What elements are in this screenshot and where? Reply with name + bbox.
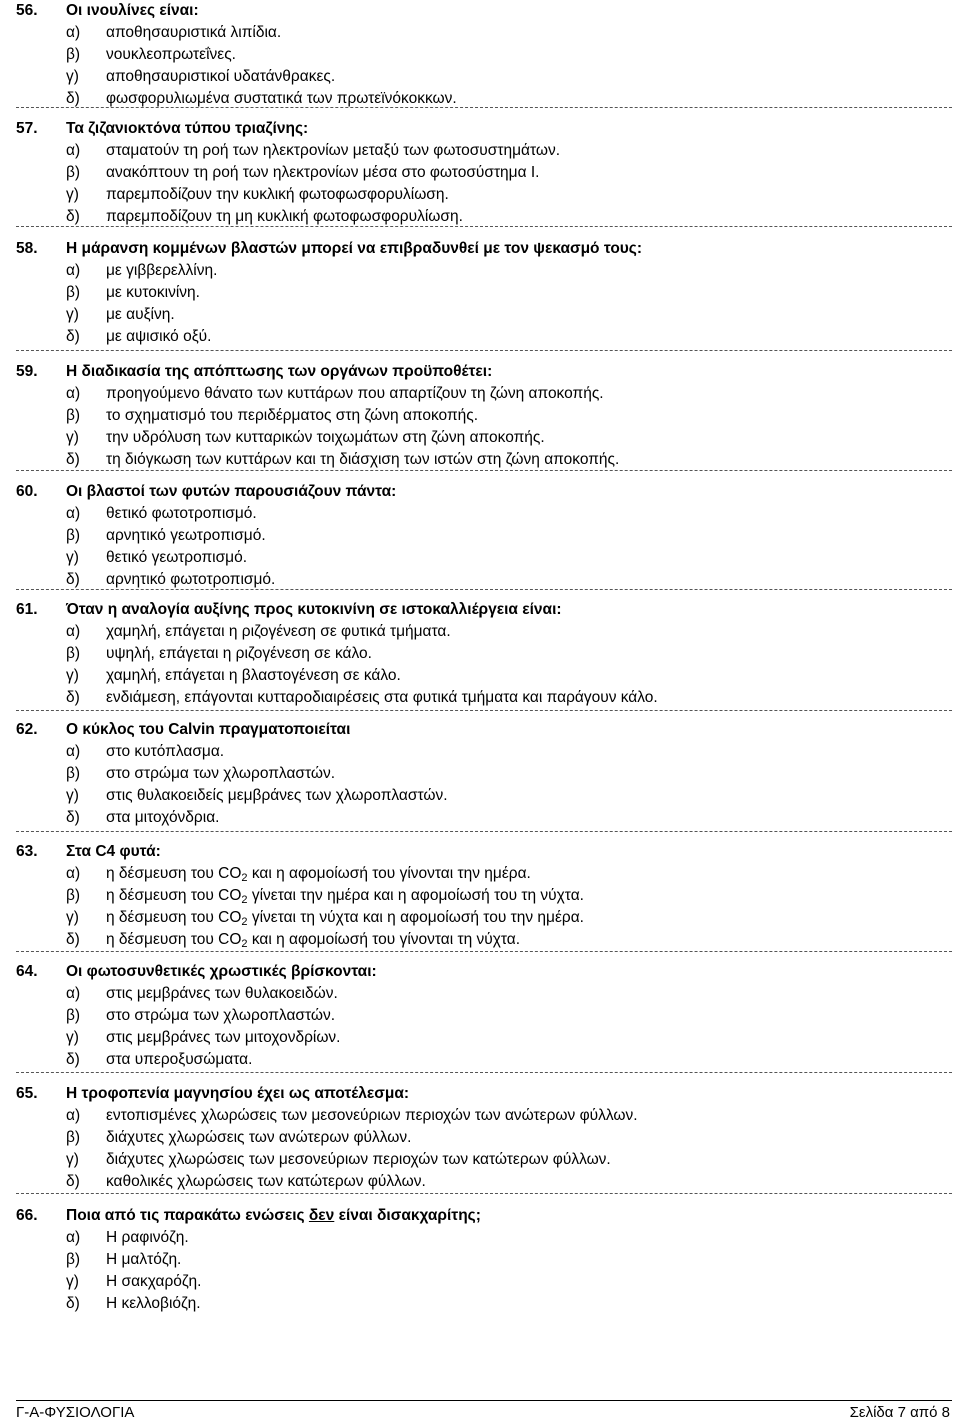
question-61 — [16, 599, 952, 709]
option-text: Η κελλοβιόζη. — [106, 1295, 201, 1312]
dashed-separator — [16, 951, 952, 952]
question-62 — [16, 719, 952, 829]
option-label: δ) — [66, 90, 80, 107]
dashed-separator — [16, 710, 952, 711]
option-text: η δέσμευση του $CO_2$ και η αφομοίωσή του γίνονται τη νύχτα. — [106, 931, 521, 950]
option-text: στις θυλακοειδείς μεμβράνες των χλωροπλαστών. — [106, 787, 448, 804]
dashed-separator — [16, 350, 952, 351]
question-text: Ποια από τις παρακάτω ενώσεις δεν είναι δισακχαρίτης; — [66, 1207, 481, 1224]
question-number: 66. — [16, 1207, 38, 1224]
option-label: δ) — [66, 1295, 80, 1312]
option-text: θετικό φωτοτροπισμό. — [106, 505, 257, 522]
option-text: σταματούν τη ροή των ηλεκτρονίων μεταξύ των φωτοσυστημάτων. — [106, 142, 561, 159]
option-label: γ) — [66, 186, 79, 203]
dashed-separator — [16, 226, 952, 227]
option-label: α) — [66, 623, 81, 640]
option-label: δ) — [66, 208, 80, 225]
option-text: η δέσμευση του $CO_2$ γίνεται την ημέρα και η αφομοίωσή του τη νύχτα. — [106, 887, 584, 906]
question-56 — [16, 0, 952, 110]
option-text: διάχυτες χλωρώσεις των μεσονεύριων περιοχών των κατώτερων φύλλων. — [106, 1151, 611, 1168]
option-label: δ) — [66, 451, 80, 468]
question-number: 63. — [16, 843, 38, 860]
question-number: 65. — [16, 1085, 38, 1102]
option-label: α) — [66, 865, 81, 882]
option-label: δ) — [66, 689, 80, 706]
option-text: εντοπισμένες χλωρώσεις των μεσονεύριων περιοχών των ανώτερων φύλλων. — [106, 1107, 638, 1124]
option-text: Η μαλτόζη. — [106, 1251, 182, 1268]
option-label: γ) — [66, 429, 79, 446]
option-label: γ) — [66, 1151, 79, 1168]
question-number: 57. — [16, 120, 38, 137]
option-label: γ) — [66, 68, 79, 85]
option-label: γ) — [66, 549, 79, 566]
question-text: Οι φωτοσυνθετικές χρωστικές βρίσκονται: — [66, 963, 377, 980]
option-label: γ) — [66, 667, 79, 684]
question-text: Οι βλαστοί των φυτών παρουσιάζουν πάντα: — [66, 483, 397, 500]
question-57 — [16, 118, 952, 228]
option-label: β) — [66, 1007, 81, 1024]
dashed-separator — [16, 1193, 952, 1194]
option-label: γ) — [66, 1029, 79, 1046]
question-66 — [16, 1205, 952, 1315]
option-text: καθολικές χλωρώσεις των κατώτερων φύλλων. — [106, 1173, 426, 1190]
question-number: 56. — [16, 2, 38, 19]
option-text: Η ραφινόζη. — [106, 1229, 189, 1246]
dashed-separator — [16, 107, 952, 108]
option-label: δ) — [66, 1051, 80, 1068]
option-label: δ) — [66, 809, 80, 826]
question-text: Τα ζιζανιοκτόνα τύπου τριαζίνης: — [66, 120, 309, 137]
dashed-separator — [16, 831, 952, 832]
question-number: 64. — [16, 963, 38, 980]
option-label: γ) — [66, 1273, 79, 1290]
option-text: η δέσμευση του $CO_2$ γίνεται τη νύχτα και η αφομοίωσή του την ημέρα. — [106, 909, 584, 928]
option-label: β) — [66, 765, 81, 782]
option-label: α) — [66, 262, 81, 279]
option-text: με αψισικό οξύ. — [106, 328, 212, 345]
question-65 — [16, 1083, 952, 1193]
question-64 — [16, 961, 952, 1071]
question-text: Η διαδικασία της απόπτωσης των οργάνων προϋποθέτει: — [66, 363, 493, 380]
option-label: α) — [66, 1107, 81, 1124]
dashed-separator — [16, 1072, 952, 1073]
option-text: στο στρώμα των χλωροπλαστών. — [106, 1007, 336, 1024]
option-label: β) — [66, 1251, 81, 1268]
question-58 — [16, 238, 952, 348]
option-text: στα υπεροξυσώματα. — [106, 1051, 253, 1068]
option-label: α) — [66, 505, 81, 522]
option-text: νουκλεοπρωτεΐνες. — [106, 46, 236, 63]
question-number: 60. — [16, 483, 38, 500]
option-label: α) — [66, 24, 81, 41]
option-text: στο κυτόπλασμα. — [106, 743, 225, 760]
footer-course-title: Γ-Α-ΦΥΣΙΟΛΟΓΙΑ — [16, 1404, 135, 1421]
option-text: αρνητικό φωτοτροπισμό. — [106, 571, 276, 588]
question-text: Στα C4 φυτά: — [66, 843, 161, 860]
option-text: η δέσμευση του $CO_2$ και η αφομοίωσή του γίνονται την ημέρα. — [106, 865, 531, 884]
option-label: α) — [66, 985, 81, 1002]
question-text: Η τροφοπενία μαγνησίου έχει ως αποτέλεσμα: — [66, 1085, 410, 1102]
option-label: β) — [66, 284, 81, 301]
page-footer — [16, 1404, 950, 1424]
option-text: υψηλή, επάγεται η ριζογένεση σε κάλο. — [106, 645, 372, 662]
option-label: δ) — [66, 328, 80, 345]
question-number: 62. — [16, 721, 38, 738]
option-label: γ) — [66, 909, 79, 926]
option-label: δ) — [66, 931, 80, 948]
footer-rule — [16, 1400, 952, 1401]
option-text: στα μιτοχόνδρια. — [106, 809, 220, 826]
option-text: το σχηματισμό του περιδέρματος στη ζώνη αποκοπής. — [106, 407, 479, 424]
question-text: Ο κύκλος του Calvin πραγματοποιείται — [66, 721, 351, 738]
option-text: αρνητικό γεωτροπισμό. — [106, 527, 266, 544]
option-text: με κυτοκινίνη. — [106, 284, 200, 301]
option-label: β) — [66, 46, 81, 63]
option-label: α) — [66, 385, 81, 402]
footer-page-number: Σελίδα 7 από 8 — [849, 1404, 950, 1421]
option-text: χαμηλή, επάγεται η βλαστογένεση σε κάλο. — [106, 667, 401, 684]
option-label: β) — [66, 407, 81, 424]
option-label: β) — [66, 527, 81, 544]
option-text: στις μεμβράνες των θυλακοειδών. — [106, 985, 338, 1002]
question-60 — [16, 481, 952, 591]
option-text: στο στρώμα των χλωροπλαστών. — [106, 765, 336, 782]
option-text: προηγούμενο θάνατο των κυττάρων που απαρτίζουν τη ζώνη αποκοπής. — [106, 385, 604, 402]
option-text: με αυξίνη. — [106, 306, 175, 323]
option-text: διάχυτες χλωρώσεις των ανώτερων φύλλων. — [106, 1129, 412, 1146]
question-59 — [16, 361, 952, 471]
dashed-separator — [16, 470, 952, 471]
option-label: β) — [66, 645, 81, 662]
question-text: Όταν η αναλογία αυξίνης προς κυτοκινίνη σε ιστοκαλλιέργεια είναι: — [66, 601, 562, 618]
option-label: α) — [66, 142, 81, 159]
option-label: β) — [66, 1129, 81, 1146]
option-text: παρεμποδίζουν την κυκλική φωτοφωσφορυλίωση. — [106, 186, 449, 203]
option-text: αποθησαυριστικά λιπίδια. — [106, 24, 282, 41]
question-63 — [16, 841, 952, 951]
question-number: 61. — [16, 601, 38, 618]
option-label: β) — [66, 164, 81, 181]
question-number: 59. — [16, 363, 38, 380]
option-label: α) — [66, 743, 81, 760]
option-text: ενδιάμεση, επάγονται κυτταροδιαιρέσεις στα φυτικά τμήματα και παράγουν κάλο. — [106, 689, 658, 706]
option-text: τη διόγκωση των κυττάρων και τη διάσχιση των ιστών στη ζώνη αποκοπής. — [106, 451, 620, 468]
option-text: Η σακχαρόζη. — [106, 1273, 202, 1290]
option-label: γ) — [66, 787, 79, 804]
option-text: την υδρόλυση των κυτταρικών τοιχωμάτων στη ζώνη αποκοπής. — [106, 429, 545, 446]
option-text: ανακόπτουν τη ροή των ηλεκτρονίων μέσα στο φωτοσύστημα Ι. — [106, 164, 540, 181]
question-number: 58. — [16, 240, 38, 257]
option-text: παρεμποδίζουν τη μη κυκλική φωτοφωσφορυλίωση. — [106, 208, 463, 225]
option-label: β) — [66, 887, 81, 904]
dashed-separator — [16, 589, 952, 590]
question-text: Η μάρανση κομμένων βλαστών μπορεί να επιβραδυνθεί με τον ψεκασμό τους: — [66, 240, 643, 257]
underlined-word: δεν — [308, 1207, 335, 1224]
option-text: χαμηλή, επάγεται η ριζογένεση σε φυτικά τμήματα. — [106, 623, 451, 640]
question-text: Οι ινουλίνες είναι: — [66, 2, 199, 19]
option-text: στις μεμβράνες των μιτοχονδρίων. — [106, 1029, 341, 1046]
option-label: δ) — [66, 571, 80, 588]
option-text: φωσφορυλιωμένα συστατικά των πρωτεϊνόκοκκων. — [106, 90, 457, 107]
option-label: α) — [66, 1229, 81, 1246]
option-label: γ) — [66, 306, 79, 323]
option-text: θετικό γεωτροπισμό. — [106, 549, 248, 566]
option-text: αποθησαυριστικοί υδατάνθρακες. — [106, 68, 336, 85]
option-text: με γιββερελλίνη. — [106, 262, 218, 279]
option-label: δ) — [66, 1173, 80, 1190]
